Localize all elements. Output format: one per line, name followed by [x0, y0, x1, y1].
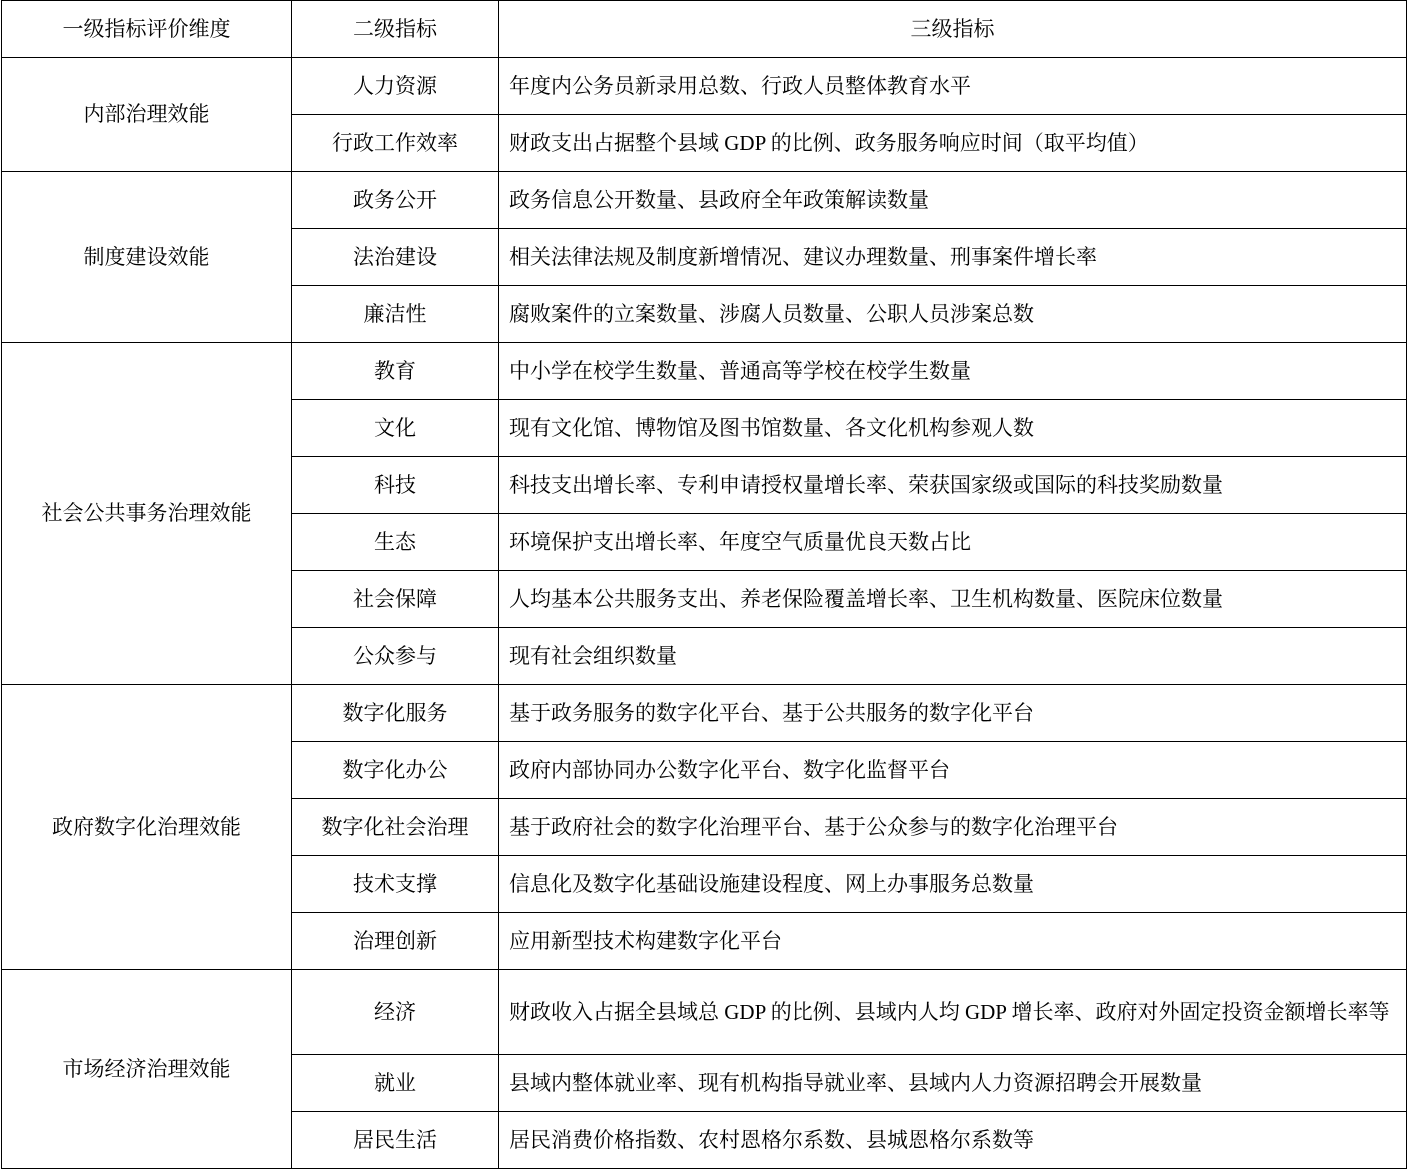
level1-cell: 社会公共事务治理效能 [2, 343, 292, 685]
level3-cell: 现有社会组织数量 [499, 628, 1407, 685]
level1-cell: 市场经济治理效能 [2, 970, 292, 1169]
level2-cell: 生态 [292, 514, 499, 571]
indicator-table [1, 0, 1407, 1169]
table-row [2, 970, 1407, 1055]
level3-cell: 相关法律法规及制度新增情况、建议办理数量、刑事案件增长率 [499, 229, 1407, 286]
level2-cell: 治理创新 [292, 913, 499, 970]
level3-cell: 基于政务服务的数字化平台、基于公共服务的数字化平台 [499, 685, 1407, 742]
level2-cell: 数字化办公 [292, 742, 499, 799]
level3-cell: 居民消费价格指数、农村恩格尔系数、县城恩格尔系数等 [499, 1112, 1407, 1169]
table-row [2, 58, 1407, 115]
level2-cell: 教育 [292, 343, 499, 400]
level3-cell: 现有文化馆、博物馆及图书馆数量、各文化机构参观人数 [499, 400, 1407, 457]
level2-cell: 社会保障 [292, 571, 499, 628]
level2-cell: 数字化服务 [292, 685, 499, 742]
table-row [2, 172, 1407, 229]
level3-cell: 县域内整体就业率、现有机构指导就业率、县域内人力资源招聘会开展数量 [499, 1055, 1407, 1112]
level2-cell: 廉洁性 [292, 286, 499, 343]
level3-cell: 财政支出占据整个县域 GDP 的比例、政务服务响应时间（取平均值） [499, 115, 1407, 172]
level3-cell: 信息化及数字化基础设施建设程度、网上办事服务总数量 [499, 856, 1407, 913]
level3-cell: 环境保护支出增长率、年度空气质量优良天数占比 [499, 514, 1407, 571]
level3-cell: 科技支出增长率、专利申请授权量增长率、荣获国家级或国际的科技奖励数量 [499, 457, 1407, 514]
level2-cell: 行政工作效率 [292, 115, 499, 172]
level3-cell: 年度内公务员新录用总数、行政人员整体教育水平 [499, 58, 1407, 115]
level2-cell: 数字化社会治理 [292, 799, 499, 856]
level3-cell: 政务信息公开数量、县政府全年政策解读数量 [499, 172, 1407, 229]
level3-cell: 基于政府社会的数字化治理平台、基于公众参与的数字化治理平台 [499, 799, 1407, 856]
column-header-level3: 三级指标 [499, 1, 1407, 58]
level1-cell: 内部治理效能 [2, 58, 292, 172]
level2-cell: 政务公开 [292, 172, 499, 229]
level2-cell: 就业 [292, 1055, 499, 1112]
level2-cell: 文化 [292, 400, 499, 457]
level3-cell: 中小学在校学生数量、普通高等学校在校学生数量 [499, 343, 1407, 400]
level2-cell: 法治建设 [292, 229, 499, 286]
level1-cell: 制度建设效能 [2, 172, 292, 343]
table-row [2, 685, 1407, 742]
level1-cell: 政府数字化治理效能 [2, 685, 292, 970]
level3-cell: 财政收入占据全县域总 GDP 的比例、县域内人均 GDP 增长率、政府对外固定投资金额增长率等 [499, 970, 1407, 1055]
level2-cell: 人力资源 [292, 58, 499, 115]
level2-cell: 经济 [292, 970, 499, 1055]
column-header-level2: 二级指标 [292, 1, 499, 58]
level3-cell: 应用新型技术构建数字化平台 [499, 913, 1407, 970]
table-row [2, 343, 1407, 400]
table-header-row [2, 1, 1407, 58]
level2-cell: 公众参与 [292, 628, 499, 685]
table-body [2, 58, 1407, 1169]
level2-cell: 技术支撑 [292, 856, 499, 913]
column-header-level1: 一级指标评价维度 [2, 1, 292, 58]
level2-cell: 居民生活 [292, 1112, 499, 1169]
table-header [2, 1, 1407, 58]
level3-cell: 腐败案件的立案数量、涉腐人员数量、公职人员涉案总数 [499, 286, 1407, 343]
level3-cell: 人均基本公共服务支出、养老保险覆盖增长率、卫生机构数量、医院床位数量 [499, 571, 1407, 628]
level3-cell: 政府内部协同办公数字化平台、数字化监督平台 [499, 742, 1407, 799]
level2-cell: 科技 [292, 457, 499, 514]
